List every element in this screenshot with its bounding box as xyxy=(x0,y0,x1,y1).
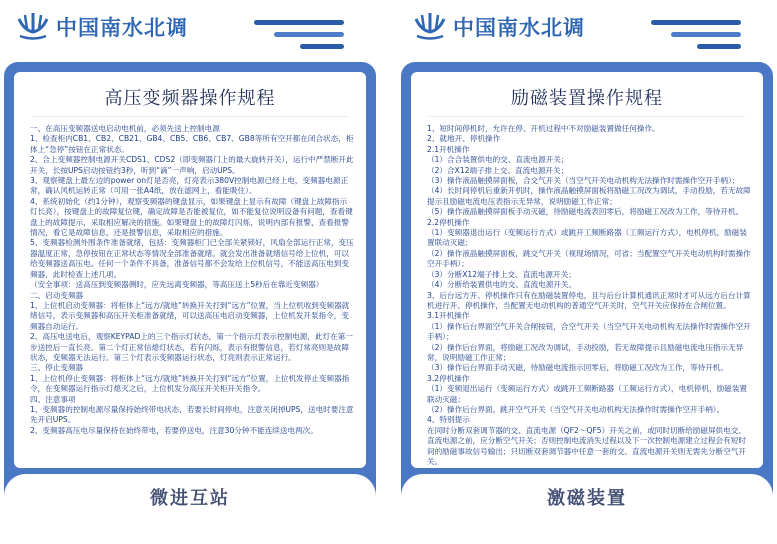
procedure-line: 四、注意事项 xyxy=(30,394,76,404)
procedure-title: 高压变频器操作规程 xyxy=(104,88,276,109)
procedure-line: （4）分断给装置供电的交、直流电源开关。 xyxy=(427,280,577,290)
title-divider xyxy=(32,116,348,117)
poster-footer xyxy=(4,474,376,544)
procedure-body xyxy=(30,124,354,436)
procedure-line: 3.2停机操作 xyxy=(427,373,470,383)
procedure-title: 励磁装置操作规程 xyxy=(511,88,663,109)
poster-footer xyxy=(401,474,773,544)
procedure-line: 1、上位机停止变频器：将柜体上“远方/就地”转换开关打到“远方”位置，上位机发停止变频器指令，在变频器运行指示灯熄灭之后，上位机发分高压开关柜开关指令。 xyxy=(30,373,350,394)
procedure-line: 三、停止变频器 xyxy=(30,363,84,373)
procedure-line: （安全事项：送高压到变频器侧时，应先远离变频器，等高压送上5秒后在靠近变频器） xyxy=(30,280,324,290)
title-divider xyxy=(429,116,745,117)
footer-text: 激磁装置 xyxy=(547,488,627,509)
procedure-line: 一、在高压变频器送电启动电机前，必须先送上控制电源 xyxy=(30,124,220,133)
procedure-line: 1、检查柜内CB1、CB2、CB21、GB4、CB5、CB6、CB7、GB8等所有空开都在闭合状态，柜体上“急停”按钮在正常状态。 xyxy=(30,134,354,154)
header-stripe xyxy=(300,44,344,49)
procedure-card xyxy=(14,72,366,468)
nsbd-logo-icon xyxy=(16,10,50,44)
brand-title: 中国南水北调 xyxy=(56,16,188,40)
procedure-line: 2、高压电送电后，观察KEYPAD上的三个指示灯状态，第一个指示灯表示控制电源，此灯在第一步送控后一直长亮。第二个灯正常信熄灯状态，若有闪烁，表示有报警信息，若灯常亮则是故障状态，变频器无法运行。第三个灯表示变频器运行状态，灯亮则表示正常运行。 xyxy=(30,332,353,362)
poster-sheet xyxy=(4,62,376,544)
procedure-line: （1）合合装置供电的交、直流电源开关； xyxy=(427,155,569,165)
procedure-line: （1）操作后台界面空气开关合闸按钮，合空气开关（当空气开关电动机构无法操作时需操作空开手柄）； xyxy=(427,321,751,342)
procedure-line: （3）操作后台界面手动灭磁，待励磁电流指示回零后，将励磁工况改为工作，等待开机。 xyxy=(427,363,728,373)
procedure-line: （1）变频器退出运行（变频运行方式）或跳开工频断路器（工频运行方式），电机停机，励磁装置联动灭磁； xyxy=(427,228,747,248)
procedure-line: 1、短时间停机时，允许在停、开机过程中不对励磁装置做任何操作。 xyxy=(427,124,660,133)
procedure-line: 2.1开机操作 xyxy=(427,144,470,154)
procedure-line: 2、就地开、停机操作 xyxy=(427,134,501,144)
header-stripe xyxy=(651,20,741,25)
procedure-line: （1）变频退出运行（变频运行方式）或跳开工频断路器（工频运行方式），电机停机，励磁装置联动灭磁； xyxy=(427,384,747,404)
procedure-line: （5）操作液晶触摸屏面板手动灭磁，待励磁电流表回零后，将励磁工况改为工作，等待开机。 xyxy=(427,207,744,217)
poster-header xyxy=(401,0,773,60)
header-stripe xyxy=(254,20,344,25)
procedure-line: 1、变频器的控制电源尽量保持始终带电状态，若要长时间停电，注意关闭掉UPS，送电时要注意先开启UPS。 xyxy=(30,404,354,425)
poster-right xyxy=(401,0,773,544)
procedure-line: 2、变频器高压电尽量保持在始终带电，若要停送电，注意30分钟不能连续送电两次。 xyxy=(30,425,318,435)
procedure-line: 二、启动变频器 xyxy=(30,290,84,300)
procedure-card xyxy=(411,72,763,468)
header-stripe xyxy=(697,44,741,49)
procedure-line: （2）操作后台界面，将励磁工况改为调试，手动投励，若无故障提示且励磁电流电压指示无异常，说明励磁工作正常； xyxy=(427,342,744,362)
procedure-line: 在同时分断双套调节器的交、直流电源（QF2～QF5）开关之前，或同时切断给励磁屏供电交、直流电源之前，应分断空气开关；否则控制电流消失过程以及下一次控制电源建立过程会有短时间的励磁事故信号输出；只切断双套调节器中任意一套的交、直流电源开关则无需先分断空气开关。 xyxy=(427,425,746,466)
poster-left xyxy=(4,0,376,544)
header-stripe xyxy=(274,32,344,37)
procedure-line: （3）分断X12端子排上交、直流电源开关； xyxy=(427,269,576,279)
procedure-line: （4）长时间停机后重新开机时，操作液晶触摸屏面板将励磁工况改为调试，手动投励，若无故障提示且励磁电流电压表指示无异常，说明励磁工作正常； xyxy=(427,186,751,206)
brand-title: 中国南水北调 xyxy=(453,16,585,40)
procedure-body xyxy=(427,124,751,467)
procedure-line: 5、变频器检测外围条件准备就绪，包括：变频器柜门已全部关紧锁好，风扇全部运行正常，变压器温度正常，急停按钮在正常状态等情况全部准备就绪。就会发出准备就绪信号给上位机，可以给变频器送高压电。任何一个条件不具备，准备信号都不会发给上位机信号，不能送高压电到变频器，此时检查上述几项。 xyxy=(30,238,354,279)
procedure-line: （2）操作后台界面，跳开空气开关（当空气开关电动机构无法操作时需操作空开手柄）。 xyxy=(427,404,725,414)
procedure-line: 4、系统初始化（约1分钟），观察变频器的键盘显示，如果键盘上显示有故障（键盘上故障指示灯长亮），按键盘上的故障复位键，确定故障是否能被复位，如不能复位说明设备有问题，查看键盘上的故障提示，采取相应解决的措施。如果键盘上的故障灯闪烁，说明内部有报警，查看报警情况，看它是故障信息，还是报警信息，采取相应的措施。 xyxy=(30,196,353,238)
procedure-line: 2.2停机操作 xyxy=(427,217,470,227)
procedure-line: 3.1开机操作 xyxy=(427,311,470,321)
footer-text: 微进互站 xyxy=(150,488,230,509)
nsbd-logo-icon xyxy=(413,10,447,44)
procedure-line: 2、合上变频器控制电源开关CDS1、CDS2（即变频器门上的最大旋转开关），运行中严禁断开此开关，长按UPS启动按钮约3秒，听到“滴”一声响，启动UPS。 xyxy=(30,155,354,175)
procedure-line: 1、上位机启动变频器：将柜体上“远方/就地”转换开关打到“远方”位置，当上位机收到变频器就绪信号，表示变频器和高压开关柜准备就绪，可以送高压电启动变频器，上位机发开泵指令，变频器自动运行。 xyxy=(30,300,350,331)
header-stripe xyxy=(671,32,741,37)
procedure-line: 3、观察键盘上最左边的power on灯是否亮，灯亮表示380V控制电源已经上电，变频器电源正常，确认风机运转正常（可用一张A4纸，放在滤网上，看能吸住）。 xyxy=(30,176,349,196)
procedure-line: （2）合X12端子排上交、直流电源开关； xyxy=(427,165,569,175)
procedure-line: （2）操作液晶触摸屏面板，跳交气开关（视现场情况，可省；当配置空气开关电动机构时需操作空开手柄）； xyxy=(427,248,751,269)
procedure-line: （3）操作液晶触摸屏面板，合交气开关（当空气开关电动机构无法操作时需操作空开手柄）； xyxy=(427,176,740,186)
poster-sheet xyxy=(401,62,773,544)
procedure-line: 4、特别提示 xyxy=(427,415,470,425)
procedure-line: 3、后台远方开、停机操作只有在励磁装置停电，且与后台计算机通讯正常时才可从远方后台计算机进行开、停机操作，当配置无电动机构的普通空气开关时，空气开关应保持在合闸位置。 xyxy=(427,290,751,310)
poster-header xyxy=(4,0,376,60)
